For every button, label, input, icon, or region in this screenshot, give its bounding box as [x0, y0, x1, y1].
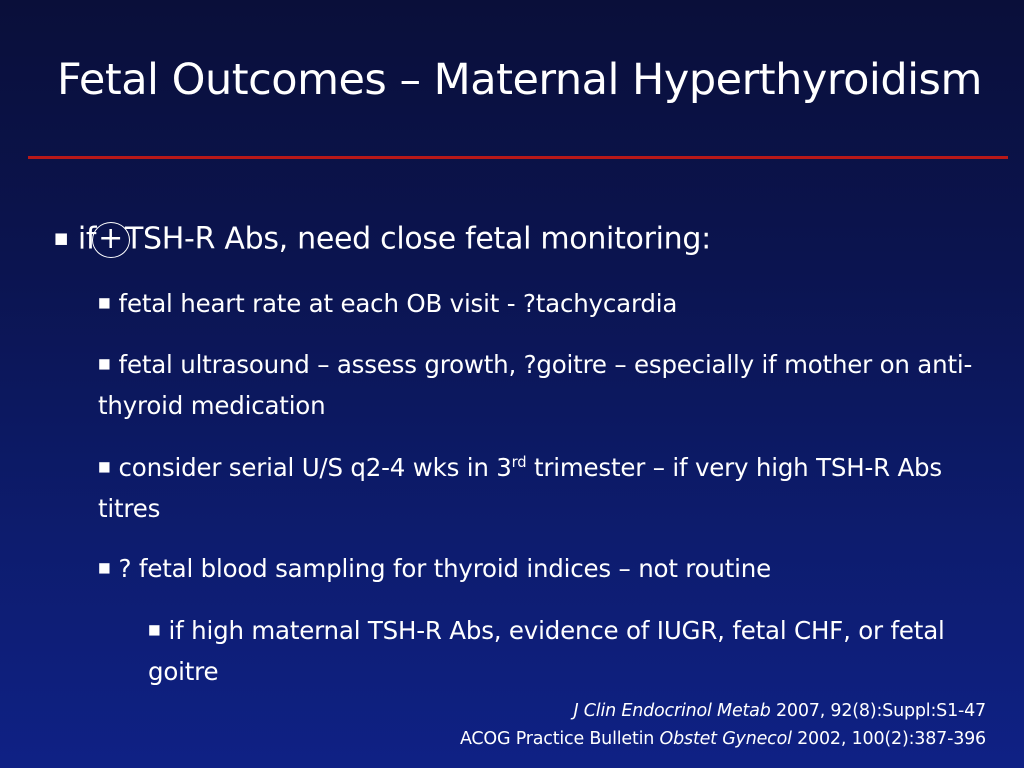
bullet-sub-2-text: fetal ultrasound – assess growth, ?goitre – especially if mother on anti-thyroid medication	[98, 350, 973, 421]
citation-1-journal: J Clin Endocrinol Metab	[573, 701, 771, 721]
bullet-sub-1-text: fetal heart rate at each OB visit - ?tachycardia	[118, 289, 678, 318]
bullet-main-suffix: TSH-R Abs, need close fetal monitoring:	[125, 221, 711, 257]
slide-title: Fetal Outcomes – Maternal Hyperthyroidism	[57, 55, 982, 105]
citation-2-journal: Obstet Gynecol	[659, 729, 792, 749]
square-bullet-icon: ■	[98, 356, 111, 373]
circled-plus-annotation	[98, 219, 123, 259]
bullet-main-circled: +	[98, 221, 124, 257]
bullet-sub-1	[98, 283, 988, 324]
bullet-sub-2	[98, 344, 988, 426]
bullet-sub-3-before: consider serial U/S q2-4 wks in 3	[118, 453, 512, 482]
square-bullet-icon: ■	[98, 560, 111, 577]
title-divider	[28, 156, 1008, 159]
square-bullet-icon: ■	[148, 622, 161, 639]
square-bullet-icon: ■	[98, 295, 111, 312]
square-bullet-icon: ■	[54, 229, 68, 247]
square-bullet-icon: ■	[98, 459, 111, 476]
bullet-subsub-1-text: if high maternal TSH-R Abs, evidence of IUGR, fetal CHF, or fetal goitre	[148, 616, 945, 687]
bullet-sub-3-superscript: rd	[511, 454, 527, 472]
citation-2-prefix: ACOG Practice Bulletin	[459, 729, 660, 749]
bullet-main	[54, 218, 711, 259]
citation-2	[460, 727, 986, 751]
citation-1	[573, 699, 986, 723]
bullet-sub-4-text: ? fetal blood sampling for thyroid indices – not routine	[118, 554, 771, 583]
bullet-sub-3	[98, 447, 988, 529]
bullet-main-prefix: if	[77, 221, 97, 257]
citation-1-rest: 2007, 92(8):Suppl:S1-47	[770, 701, 986, 721]
citation-2-rest: 2002, 100(2):387-396	[791, 729, 986, 749]
bullet-sub-3-after: trimester – if very high TSH-R Abs titres	[98, 453, 942, 524]
bullet-sub-4	[98, 548, 988, 589]
bullet-subsub-1	[148, 610, 998, 692]
